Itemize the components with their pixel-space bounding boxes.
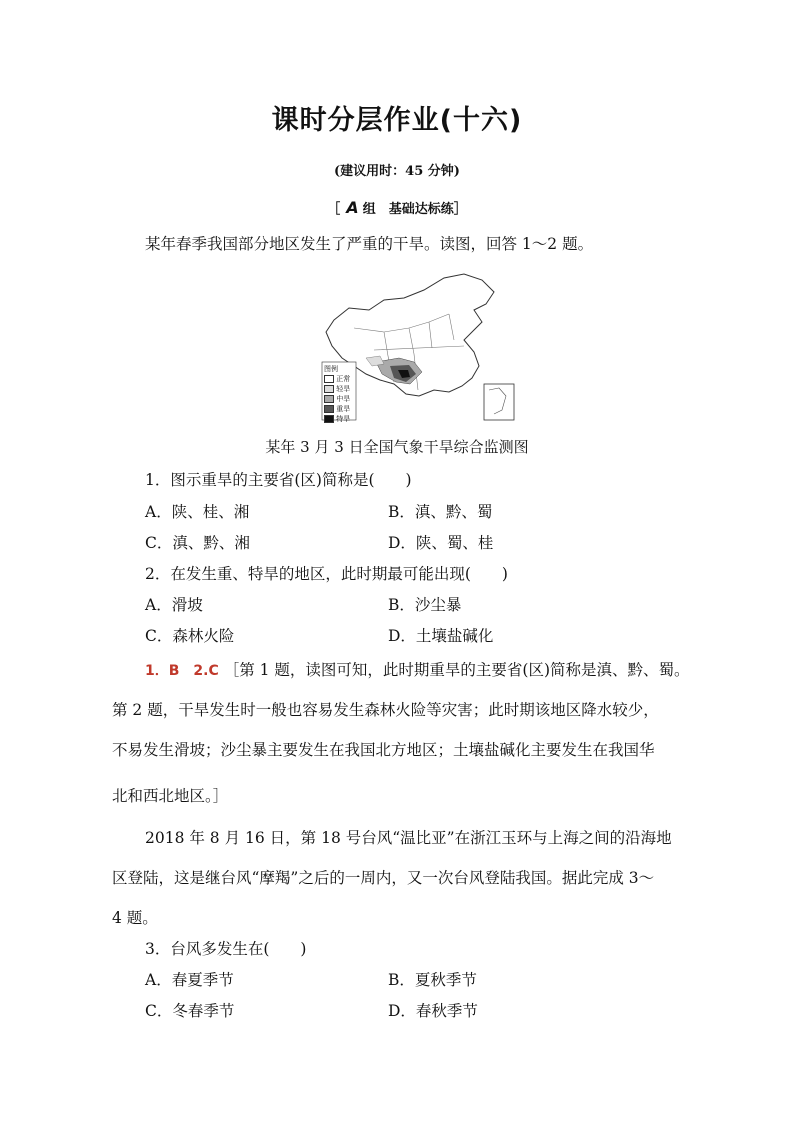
answer-1-2-line-3: 不易发生滑坡；沙尘暴主要发生在我国北方地区；土壤盐碱化主要发生在我国华 bbox=[112, 741, 655, 759]
intro-text-1: 某年春季我国部分地区发生了严重的干旱。读图，回答 1～2 题。 bbox=[145, 235, 594, 253]
question-2-stem: 2．在发生重、特旱的地区，此时期最可能出现( ) bbox=[145, 565, 508, 583]
question-1-option-a: A．陕、桂、湘 bbox=[145, 503, 250, 521]
legend-label: 特旱 bbox=[336, 415, 351, 423]
legend-item bbox=[324, 414, 350, 424]
question-3-option-b: B．夏秋季节 bbox=[388, 971, 477, 989]
legend-title: 图例 bbox=[324, 365, 338, 373]
question-1-option-c: C．滇、黔、湘 bbox=[145, 534, 250, 552]
question-1-option-d: D．陕、蜀、桂 bbox=[388, 534, 494, 552]
legend-item bbox=[324, 404, 350, 414]
question-2-option-b: B．沙尘暴 bbox=[388, 596, 462, 614]
legend-item bbox=[324, 374, 350, 384]
map-caption: 某年 3 月 3 日全国气象干旱综合监测图 bbox=[265, 438, 529, 456]
answer-1-2-line-4: 北和西北地区。］ bbox=[112, 787, 229, 805]
legend-label: 轻旱 bbox=[336, 385, 351, 393]
group-header bbox=[0, 198, 794, 217]
intro-text-2-line-2: 区登陆，这是继台风“摩羯”之后的一周内，又一次台风登陆我国。据此完成 3～ bbox=[112, 869, 655, 887]
question-3-option-a: A．春夏季节 bbox=[145, 971, 234, 989]
question-3-option-d: D．春秋季节 bbox=[388, 1002, 478, 1020]
answer-text: ［第 1 题，读图可知，此时期重旱的主要省(区)简称是滇、黔、蜀。 bbox=[223, 661, 690, 679]
question-2-option-c: C．森林火险 bbox=[145, 627, 235, 645]
left-bracket: ［ bbox=[327, 202, 341, 217]
legend-item bbox=[324, 384, 350, 394]
group-label: 组 基础达标练 bbox=[362, 202, 454, 217]
right-bracket: ］ bbox=[453, 202, 467, 217]
legend-swatch bbox=[324, 405, 334, 413]
drought-map-figure bbox=[314, 270, 524, 425]
answer-1-2-line-2: 第 2 题，干旱发生时一般也容易发生森林火险等灾害；此时期该地区降水较少， bbox=[112, 701, 659, 719]
answer-1-2-line-1 bbox=[145, 658, 690, 680]
question-3-stem: 3．台风多发生在( ) bbox=[145, 940, 307, 958]
legend-item bbox=[324, 394, 350, 404]
answer-numbers: 1．B 2.C bbox=[145, 663, 219, 679]
legend-label: 正常 bbox=[336, 375, 351, 383]
page-title: 课时分层作业(十六) bbox=[271, 105, 523, 136]
intro-text-2-line-1: 2018 年 8 月 16 日，第 18 号台风“温比亚”在浙江玉环与上海之间的沿海地 bbox=[145, 829, 672, 847]
map-legend bbox=[324, 364, 350, 424]
question-1-option-b: B．滇、黔、蜀 bbox=[388, 503, 493, 521]
legend-label: 中旱 bbox=[336, 395, 351, 403]
suggested-time: (建议用时：45 分钟) bbox=[334, 164, 460, 179]
question-2-option-d: D．土壤盐碱化 bbox=[388, 627, 494, 645]
group-badge: A bbox=[346, 198, 359, 217]
legend-label: 重旱 bbox=[336, 405, 351, 413]
legend-swatch bbox=[324, 415, 334, 423]
question-1-stem: 1．图示重旱的主要省(区)简称是( ) bbox=[145, 471, 412, 489]
legend-swatch bbox=[324, 385, 334, 393]
intro-text-2-line-3: 4 题。 bbox=[112, 909, 158, 927]
question-3-option-c: C．冬春季节 bbox=[145, 1002, 235, 1020]
question-2-option-a: A．滑坡 bbox=[145, 596, 203, 614]
legend-swatch bbox=[324, 395, 334, 403]
legend-swatch bbox=[324, 375, 334, 383]
